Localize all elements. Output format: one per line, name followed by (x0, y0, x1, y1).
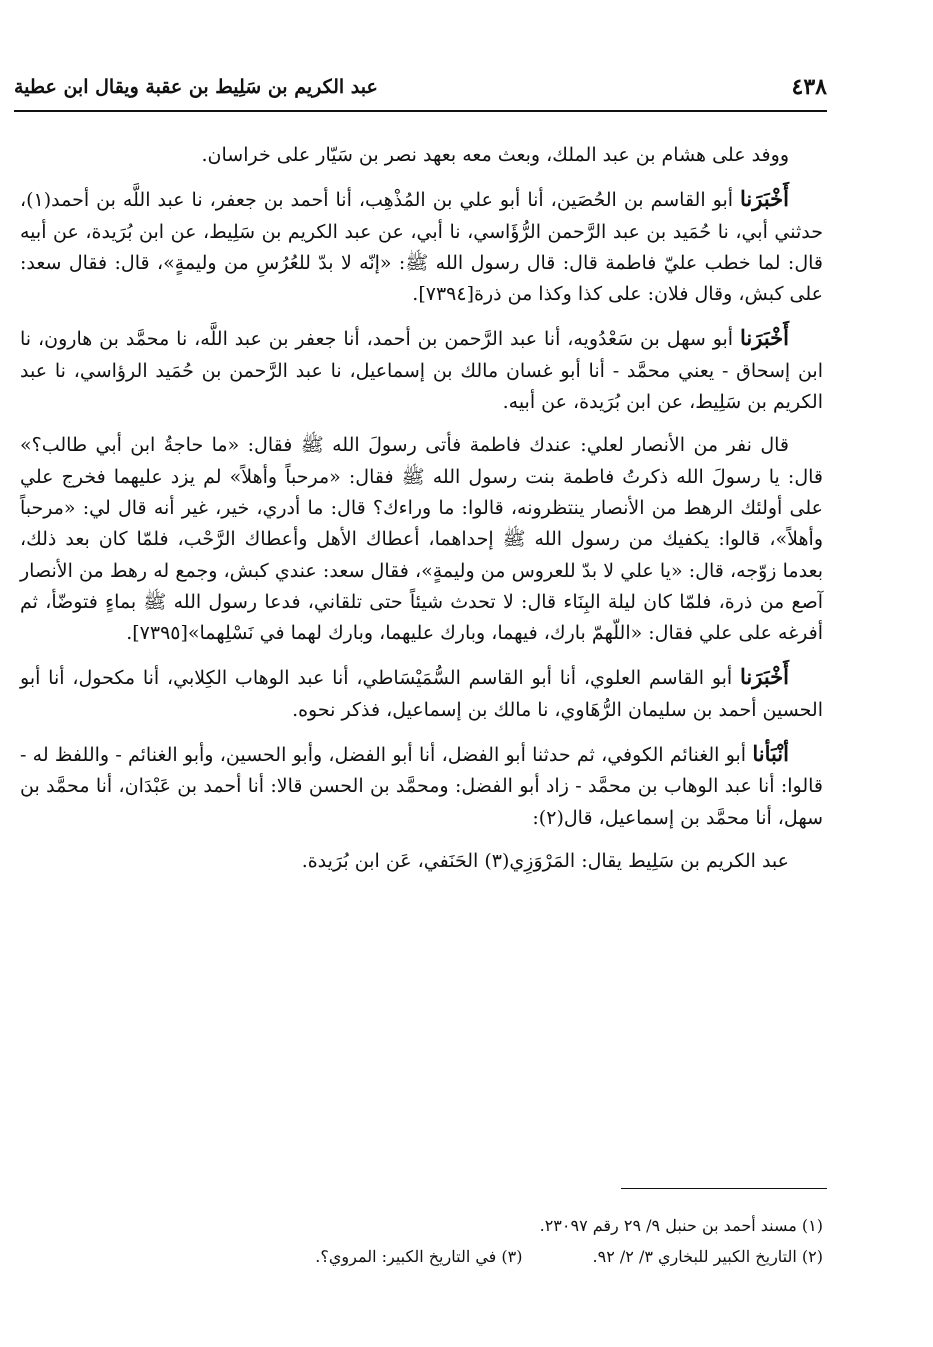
footnote-row-2 (20, 1241, 823, 1272)
paragraph-3-text: أبو سهل بن سَعْدُويه، أنا عبد الرَّحمن بن أحمد، أنا جعفر بن عبد اللَّه، نا محمَّد بن هارون، نا ابن إسحاق - يعني محمَّد - أنا أبو غسان مالك بن إسماعيل، نا عبد الرَّحمن بن حُمَيد الرؤاسي، نا عبد الكريم بن سَلِيط، عن ابن بُرَيدة، عن أبيه. (20, 328, 823, 414)
page-header (14, 72, 827, 112)
paragraph-1-text: ووفد على هشام بن عبد الملك، وبعث معه بعهد نصر بن سَيّار على خراسان. (201, 144, 789, 166)
paragraph-2-text: أبو القاسم بن الحُصَين، أنا أبو علي بن المُذْهِب، أنا أحمد بن جعفر، نا عبد اللَّه بن أحمد(١)، حدثني أبي، نا حُمَيد بن عبد الرَّحمن الرُّؤَاسي، نا أبي، عن عبد الكريم بن سَلِيط، عن ابن بُرَيدة، عن أبيه قال: لما خطب عليّ فاطمة قال: قال رسول الله ﷺ: «إنّه لا بدّ للعُرُسِ من وليمةٍ»، قال: فقال سعد: على كبش، وقال فلان: على كذا وكذا من ذرة[٧٣٩٤]. (20, 189, 823, 306)
running-title: عبد الكريم بن سَلِيط بن عقبة ويقال ابن عطية (14, 76, 378, 98)
paragraph-2 (20, 183, 823, 310)
footnote-1: (١) مسند أحمد بن حنبل ٩/ ٢٩ رقم ٢٣٠٩٧. (539, 1216, 823, 1235)
paragraph-5-lead: أَخْبَرَنا (740, 664, 789, 690)
paragraph-5-text: أبو القاسم العلوي، أنا أبو القاسم السُّمَيْسَاطي، أنا عبد الوهاب الكِلابي، أنا مكحول، أنا أبو الحسين أحمد بن سليمان الرُّهَاوي، نا مالك بن إسماعيل، فذكر نحوه. (20, 667, 823, 721)
paragraph-6-lead: أنْبَأنا (752, 741, 789, 767)
paragraph-6 (20, 738, 823, 834)
paragraph-2-lead: أَخْبَرَنا (740, 186, 789, 212)
footnote-3: (٣) في التاريخ الكبير: المروي؟. (315, 1247, 523, 1266)
footnote-separator (621, 1188, 827, 1189)
paragraph-7 (20, 846, 823, 877)
paragraph-3 (20, 322, 823, 418)
paragraph-4-text: قال نفر من الأنصار لعلي: عندك فاطمة فأتى رسولَ الله ﷺ فقال: «ما حاجةُ ابن أبي طالب؟» قال: يا رسولَ الله ذكرتُ فاطمة بنت رسول الله ﷺ فقال: «مرحباً وأهلاً» لم يزد عليهما فخرج علي على أولئك الرهط من الأنصار ينتظرونه، قالوا: ما وراءك؟ قال: ما أدري، خير، غير أنه قال لي: «مرحباً وأهلاً»، قالوا: يكفيك من رسول الله ﷺ إحداهما، أعطاك الأهل وأعطاك الرَّحْب، فلمّا كان بعد ذلك، بعدما زوّجه، قال: «يا علي لا بدّ للعروس من وليمةٍ»، فقال سعد: عندي كبش، وجمع له رهط من الأنصار آصع من ذرة، فلمّا كان ليلة البِنَاء قال: لا تحدث شيئاً حتى تلقاني، فدعا رسول الله ﷺ بماءٍ فتوضّأ، ثم أفرغه على علي فقال: «اللّهمّ بارك، فيهما، وبارك عليهما، وبارك لهما في نَسْلِهما»[٧٣٩٥]. (20, 434, 824, 645)
paragraph-7-text: عبد الكريم بن سَلِيط يقال: المَرْوَزِي(٣) الحَنَفي، عَن ابن بُرَيدة. (301, 849, 789, 872)
paragraph-6-text: أبو الغنائم الكوفي، ثم حدثنا أبو الفضل، أنا أبو الفضل، وأبو الحسين، وأبو الغنائم - واللفظ له - قالوا: أنا عبد الوهاب بن محمَّد - زاد أبو الفضل: ومحمَّد بن الحسن قالا: أنا أحمد بن عَبْدَان، أنا محمَّد بن سهل، أنا محمَّد بن إسماعيل، قال(٢): (20, 744, 823, 829)
footnote-2: (٢) التاريخ الكبير للبخاري ٣/ ٢/ ٩٢. (592, 1247, 823, 1266)
footnotes (20, 1210, 823, 1272)
footnote-row-1 (20, 1210, 823, 1241)
paragraph-3-lead: أَخْبَرَنا (740, 325, 789, 351)
page-number: ٤٣٨ (791, 74, 827, 100)
page-body (20, 140, 823, 889)
paragraph-1 (20, 140, 823, 171)
paragraph-5 (20, 661, 823, 726)
paragraph-4 (20, 430, 823, 649)
